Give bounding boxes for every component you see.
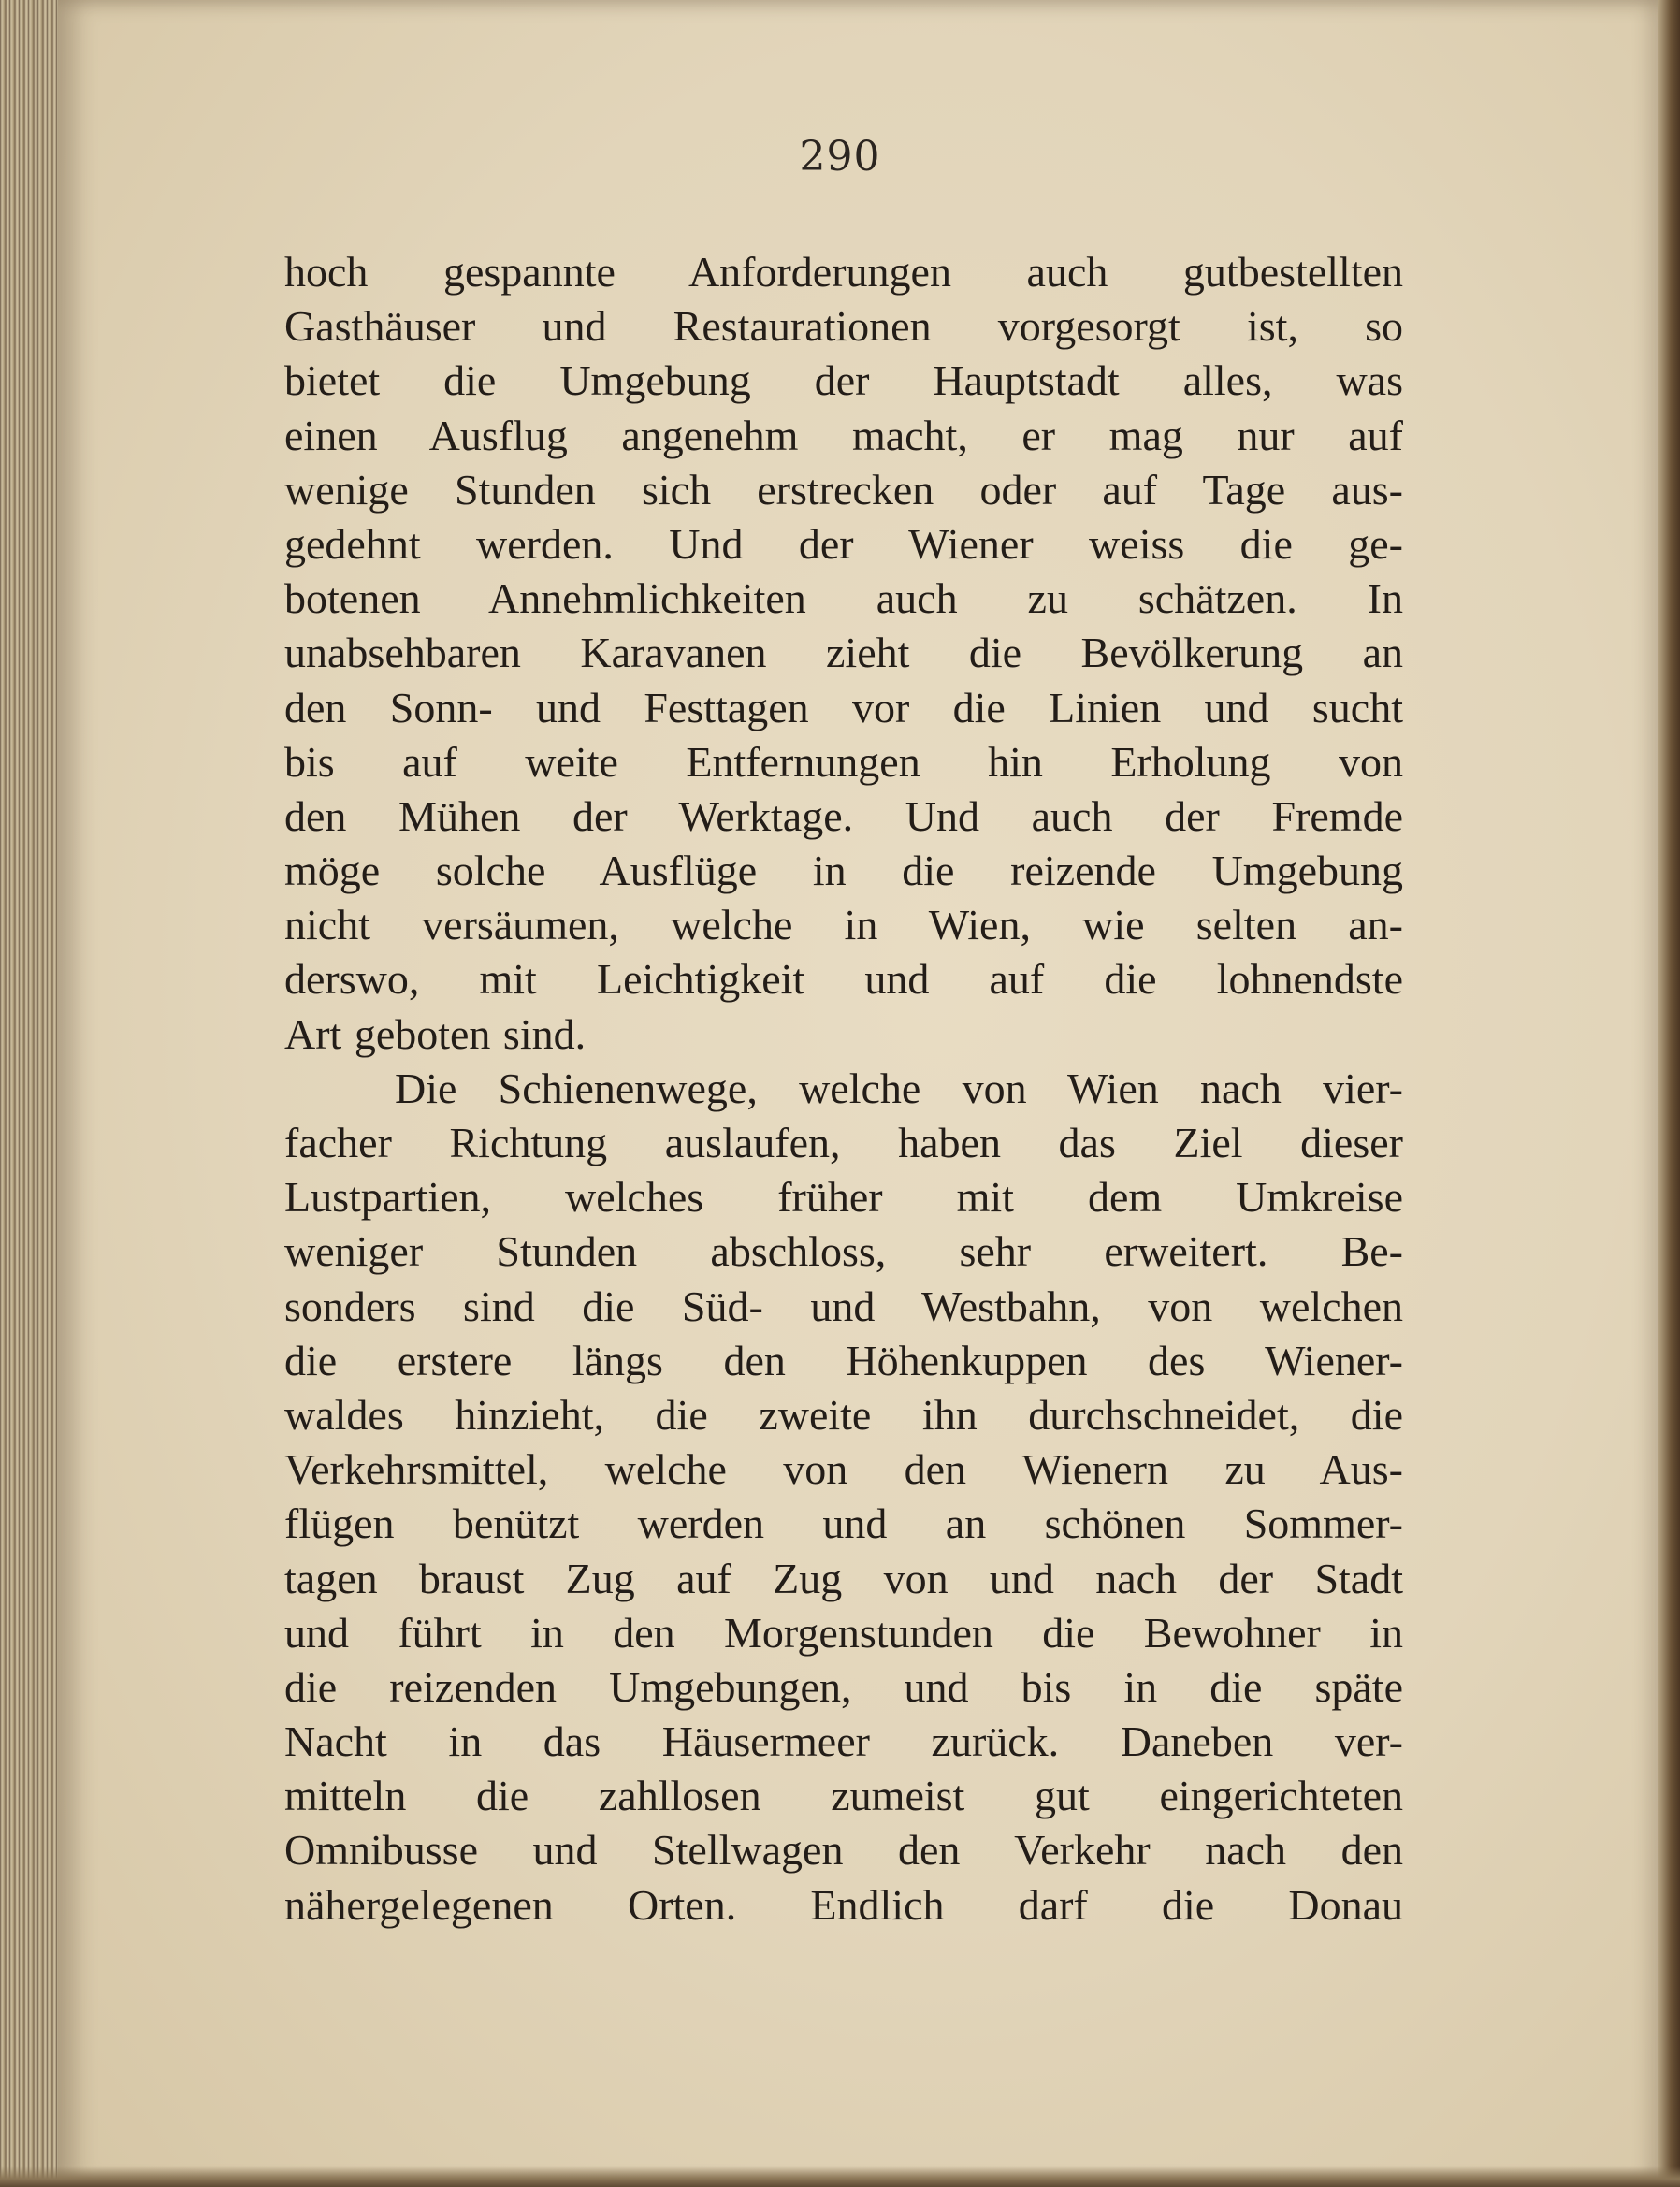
text-line: gedehnt werden. Und der Wiener weiss die ge- — [284, 519, 1403, 568]
bottom-page-edge — [0, 2166, 1680, 2187]
text-line: bis auf weite Entfernungen hin Erholung von — [284, 737, 1403, 786]
text-line: Nacht in das Häusermeer zurück. Daneben ver- — [284, 1717, 1403, 1766]
text-line: Art geboten sind. — [284, 1009, 587, 1058]
text-line: facher Richtung auslaufen, haben das Ziel dieser — [284, 1119, 1403, 1166]
text-line: Lustpartien, welches früher mit dem Umkreise — [284, 1173, 1403, 1222]
right-page-edge — [1658, 0, 1680, 2187]
text-line: möge solche Ausflüge in die reizende Umgebung — [284, 847, 1403, 895]
stacked-page-edges — [0, 0, 65, 2187]
text-line: tagen braust Zug auf Zug von und nach der Stadt — [284, 1554, 1403, 1602]
text-line: waldes hinzieht, die zweite ihn durchschneidet, die — [284, 1390, 1403, 1439]
text-line: unabsehbaren Karavanen zieht die Bevölkerung an — [284, 629, 1403, 677]
text-line: Omnibusse und Stellwagen den Verkehr nach den — [284, 1826, 1403, 1875]
text-line: hoch gespannte Anforderungen auch gutbestellten — [284, 248, 1403, 296]
text-line: flügen benützt werden und an schönen Sommer- — [284, 1499, 1403, 1548]
text-line: und führt in den Morgenstunden die Bewohner in — [284, 1608, 1403, 1657]
text-line: weniger Stunden abschloss, sehr erweitert. Be- — [284, 1227, 1403, 1276]
text-line: mitteln die zahllosen zumeist gut eingerichteten — [284, 1772, 1403, 1820]
paragraph-start-line: Die Schienenwege, welche von Wien nach vier- — [395, 1064, 1403, 1112]
text-line: Gasthäuser und Restaurationen vorgesorgt ist, so — [284, 302, 1403, 351]
text-line: einen Ausflug angenehm macht, er mag nur auf — [284, 411, 1403, 459]
text-line: botenen Annehmlichkeiten auch zu schätzen. In — [284, 574, 1403, 623]
text-line: nicht versäumen, welche in Wien, wie selten an- — [284, 901, 1403, 949]
text-line: nähergelegenen Orten. Endlich darf die Donau — [284, 1880, 1403, 1929]
text-line: wenige Stunden sich erstrecken oder auf Tage aus- — [284, 465, 1403, 514]
text-line: die erstere längs den Höhenkuppen des Wiener- — [284, 1336, 1403, 1384]
text-line: Verkehrsmittel, welche von den Wienern zu Aus- — [284, 1445, 1403, 1494]
text-line: derswo, mit Leichtigkeit und auf die lohnendste — [284, 955, 1403, 1004]
text-line: sonders sind die Süd- und Westbahn, von welchen — [284, 1282, 1403, 1330]
page-number: 290 — [799, 133, 881, 181]
text-line: den Mühen der Werktage. Und auch der Fremde — [284, 791, 1403, 840]
text-line: die reizenden Umgebungen, und bis in die späte — [284, 1662, 1403, 1711]
text-line: bietet die Umgebung der Hauptstadt alles, was — [284, 356, 1403, 405]
text-line: den Sonn- und Festtagen vor die Linien und sucht — [284, 683, 1403, 731]
body-text — [284, 245, 1403, 1933]
